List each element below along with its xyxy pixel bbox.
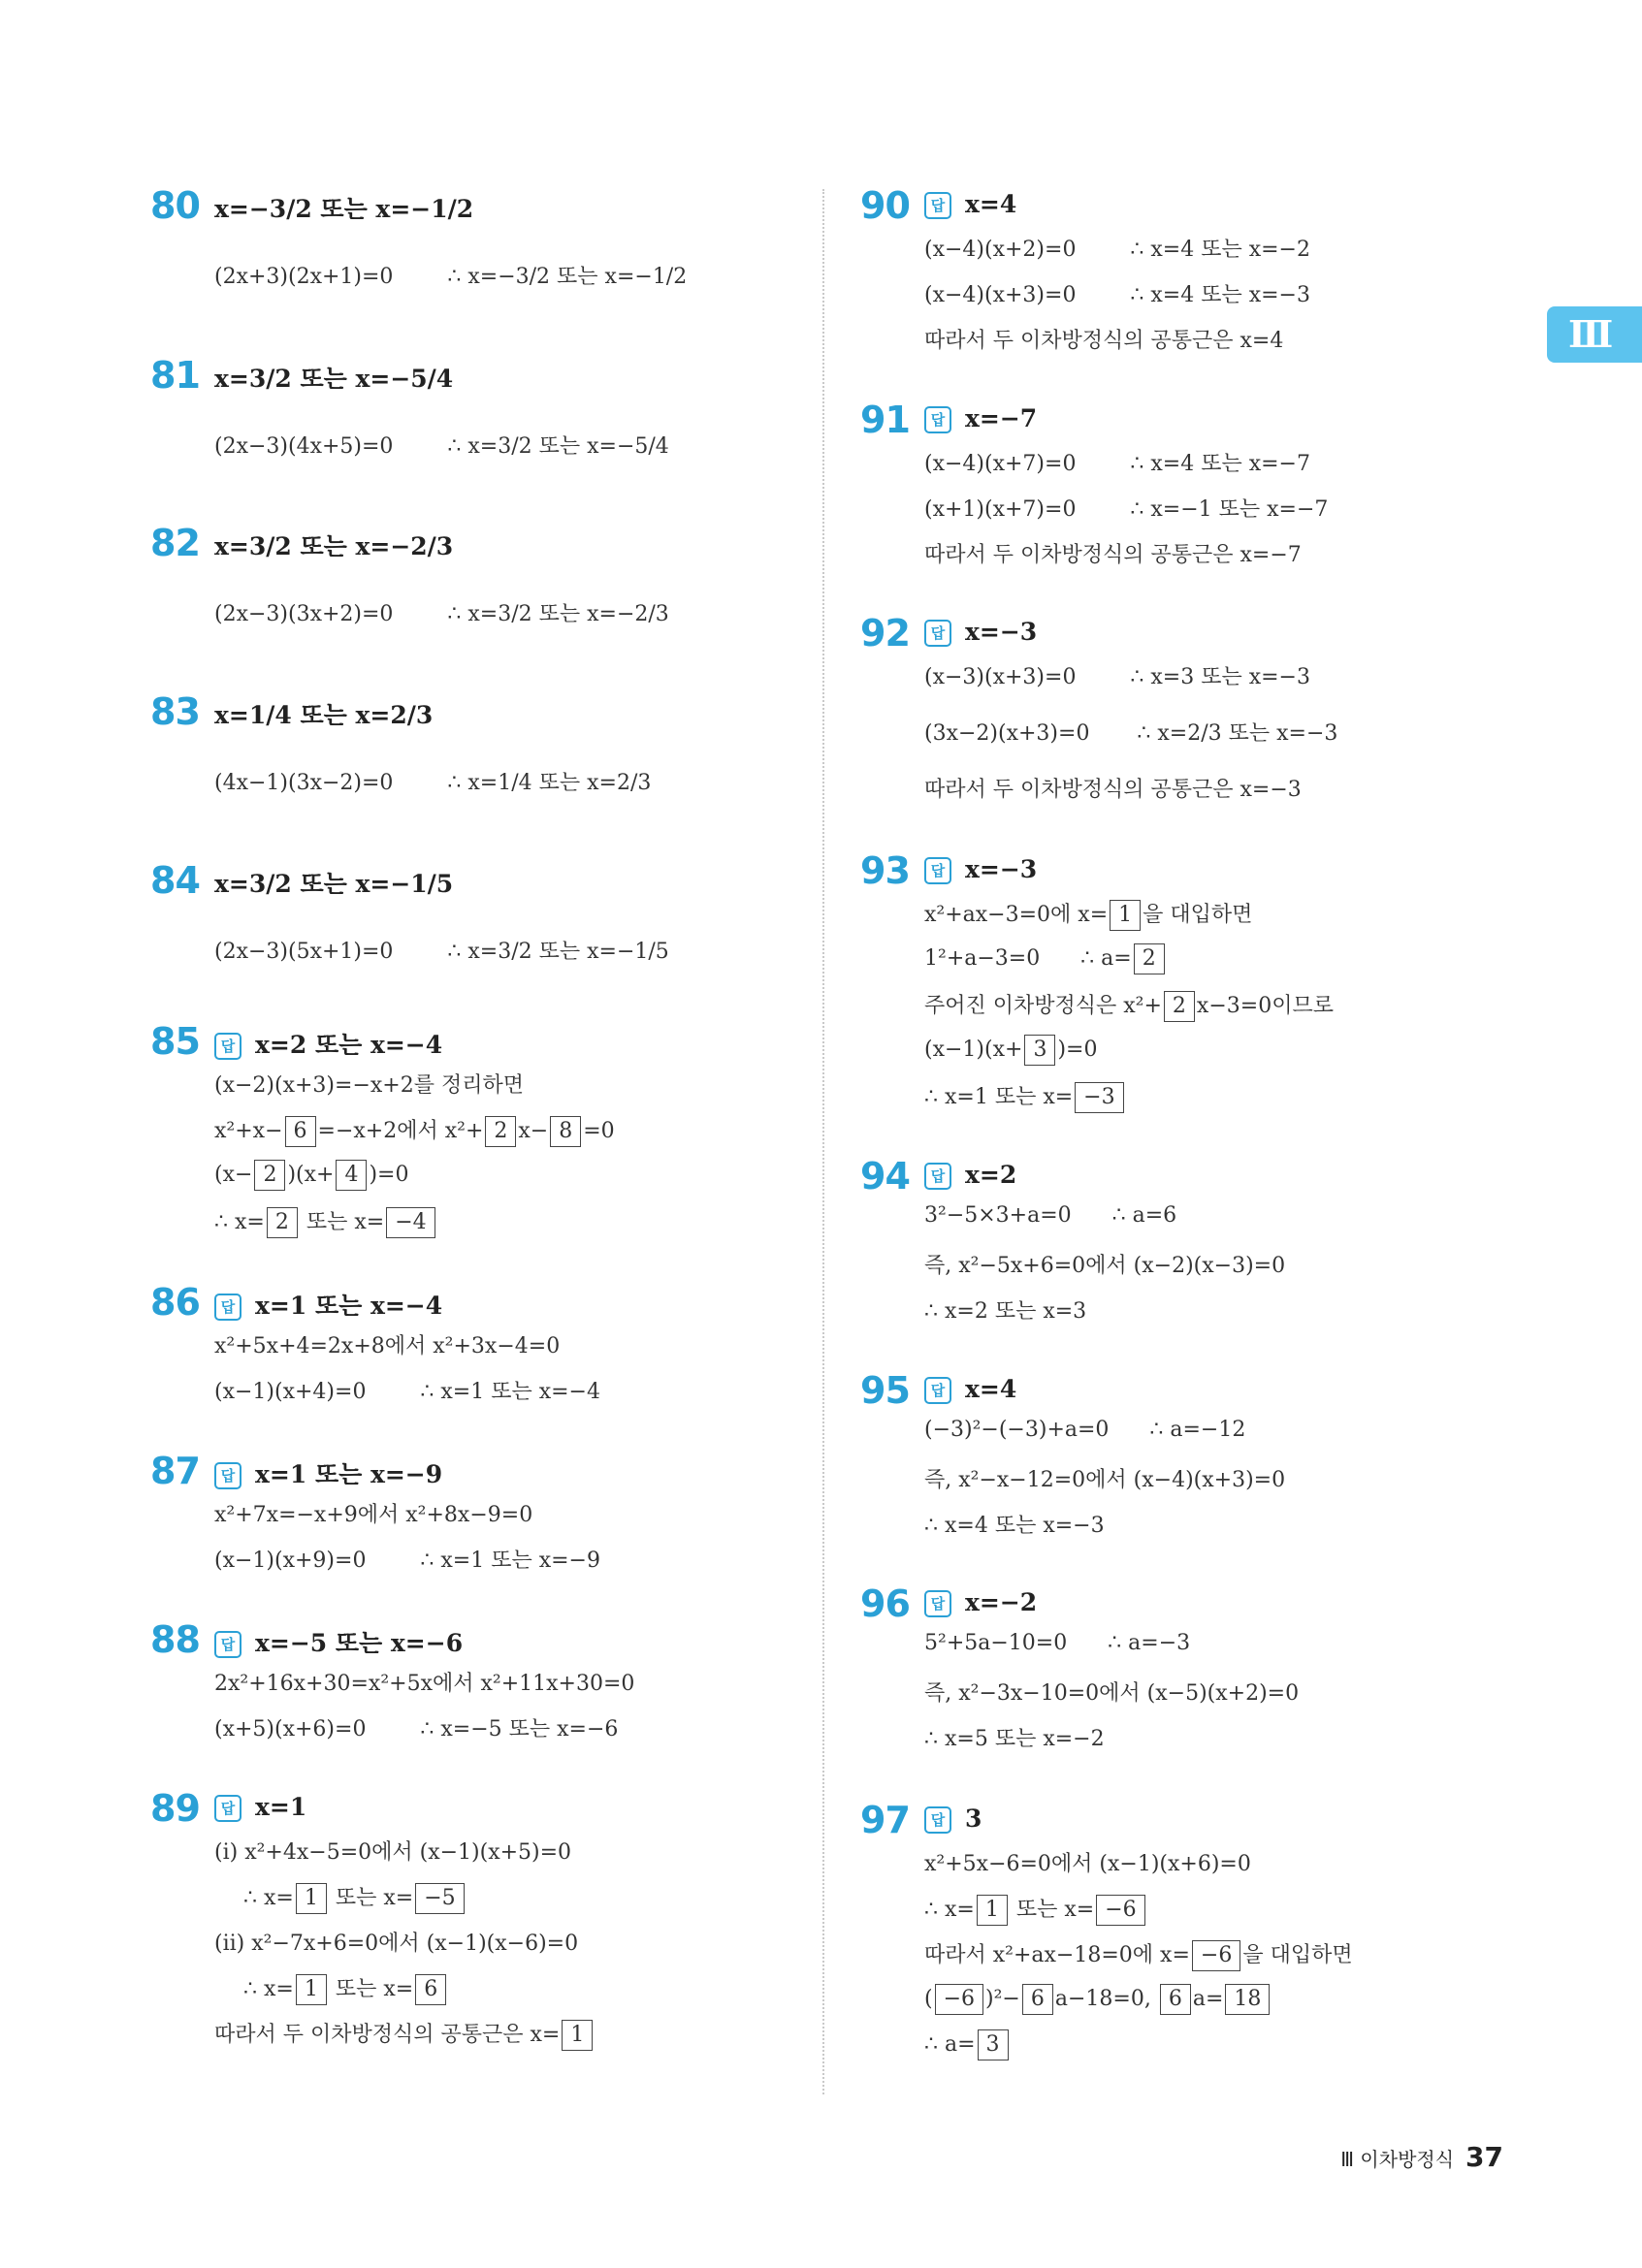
answer-text: x=−2 (965, 1588, 1038, 1616)
solution-line: ∴ x= 1 또는 x= −5 (243, 1881, 467, 1914)
answer-badge-icon: 답 (924, 620, 951, 647)
problem-number: 80 (150, 184, 200, 227)
problem-number: 97 (860, 1799, 910, 1841)
solution-line: 따라서 두 이차방정식의 공통근은 x=4 (924, 329, 1284, 353)
answer-box: 4 (336, 1160, 367, 1191)
answer-box: 2 (1134, 943, 1165, 974)
answer-box: −3 (1075, 1082, 1123, 1113)
answer-heading (924, 1805, 982, 1834)
answer-heading (214, 1455, 442, 1490)
solution-line: ∴ x=2 또는 x=3 (924, 1299, 1087, 1324)
solution-line: ∴ x=1 또는 x= −3 (924, 1080, 1126, 1113)
answer-text: x=1/4 또는 x=2/3 (214, 701, 434, 729)
answer-text: x=1 또는 x=−9 (255, 1460, 443, 1488)
footer-chapter: Ⅲ 이차방정식 (1340, 2148, 1455, 2171)
solution-line: (x− 2 )(x+ 4 )=0 (214, 1160, 408, 1191)
answer-text: x=4 (965, 190, 1017, 218)
problem-number: 82 (150, 522, 200, 564)
answer-heading (214, 1793, 306, 1822)
solution-line: x²+7x=−x+9에서 x²+8x−9=0 (214, 1503, 533, 1527)
solution-line: (x−4)(x+2)=0 ∴ x=4 또는 x=−2 (924, 238, 1310, 262)
solution-line: ∴ x= 1 또는 x= −6 (924, 1893, 1147, 1926)
chapter-tab[interactable]: Ⅲ (1547, 306, 1642, 363)
solution-line: (2x−3)(4x+5)=0 ∴ x=3/2 또는 x=−5/4 (214, 434, 669, 459)
answer-box: −6 (1192, 1940, 1240, 1971)
answer-text: x=3/2 또는 x=−2/3 (214, 532, 454, 560)
solution-line: (x+1)(x+7)=0 ∴ x=−1 또는 x=−7 (924, 497, 1329, 522)
problem-number: 84 (150, 859, 200, 902)
answer-heading (214, 696, 433, 731)
answer-box: 6 (415, 1974, 446, 2005)
solution-line: ∴ x= 1 또는 x= 6 (243, 1972, 448, 2005)
solution-line: ( −6 )²− 6 a−18=0, 6 a= 18 (924, 1984, 1272, 2015)
answer-text: x=−3 (965, 618, 1038, 646)
column-divider (822, 189, 824, 2094)
answer-badge-icon: 답 (214, 1294, 241, 1321)
solution-line: 즉, x²−x−12=0에서 (x−4)(x+3)=0 (924, 1468, 1286, 1492)
answer-box: 1 (1110, 900, 1141, 931)
problem-number: 81 (150, 354, 200, 397)
problem-number: 94 (860, 1155, 910, 1198)
problem-number: 88 (150, 1618, 200, 1661)
solution-line: (2x+3)(2x+1)=0 ∴ x=−3/2 또는 x=−1/2 (214, 265, 688, 289)
solution-line: x²+ax−3=0에 x= 1 을 대입하면 (924, 898, 1252, 931)
answer-box: 6 (1160, 1984, 1191, 2015)
answer-box: 1 (296, 1974, 327, 2005)
answer-heading (214, 527, 453, 562)
answer-box: 2 (1164, 991, 1195, 1022)
answer-text: x=3/2 또는 x=−1/5 (214, 870, 454, 898)
solution-line: (x−1)(x+9)=0 ∴ x=1 또는 x=−9 (214, 1549, 600, 1573)
answer-box: 8 (550, 1116, 581, 1147)
solution-line: 따라서 두 이차방정식의 공통근은 x=−7 (924, 543, 1302, 567)
answer-badge-icon: 답 (924, 192, 951, 219)
solution-line: (x−3)(x+3)=0 ∴ x=3 또는 x=−3 (924, 665, 1310, 689)
answer-text: x=1 또는 x=−4 (255, 1292, 443, 1320)
answer-badge-icon: 답 (214, 1631, 241, 1658)
answer-badge-icon: 답 (214, 1462, 241, 1489)
answer-heading (924, 618, 1037, 647)
solution-line: 1²+a−3=0 ∴ a= 2 (924, 943, 1167, 974)
answer-text: x=−5 또는 x=−6 (255, 1629, 464, 1657)
answer-badge-icon: 답 (924, 406, 951, 433)
answer-text: x=3/2 또는 x=−5/4 (214, 365, 454, 393)
problem-number: 83 (150, 690, 200, 733)
answer-heading (214, 1624, 463, 1659)
solution-line: 즉, x²−3x−10=0에서 (x−5)(x+2)=0 (924, 1681, 1300, 1706)
answer-badge-icon: 답 (924, 857, 951, 884)
solution-line: ∴ x=4 또는 x=−3 (924, 1514, 1105, 1538)
answer-box: 3 (1024, 1035, 1055, 1066)
problem-number: 90 (860, 184, 910, 227)
solution-line: ∴ a= 3 (924, 2029, 1011, 2060)
answer-badge-icon: 답 (924, 1377, 951, 1404)
answer-text: x=2 또는 x=−4 (255, 1031, 443, 1059)
solution-line: (ⅰ) x²+4x−5=0에서 (x−1)(x+5)=0 (214, 1840, 572, 1865)
solution-line: ∴ x= 2 또는 x= −4 (214, 1205, 437, 1238)
answer-box: 1 (977, 1895, 1008, 1926)
problem-number: 93 (860, 849, 910, 892)
problem-number: 95 (860, 1369, 910, 1412)
solution-line: (x−4)(x+7)=0 ∴ x=4 또는 x=−7 (924, 452, 1310, 476)
answer-box: 3 (978, 2029, 1009, 2060)
problem-number: 85 (150, 1020, 200, 1063)
answer-heading (924, 1161, 1016, 1190)
answer-box: 6 (1022, 1984, 1053, 2015)
answer-box: −6 (935, 1984, 983, 2015)
solution-line: (x−2)(x+3)=−x+2를 정리하면 (214, 1073, 524, 1098)
solution-line: ∴ x=5 또는 x=−2 (924, 1727, 1105, 1751)
solution-line: (3x−2)(x+3)=0 ∴ x=2/3 또는 x=−3 (924, 721, 1338, 746)
solution-line: (2x−3)(5x+1)=0 ∴ x=3/2 또는 x=−1/5 (214, 940, 669, 964)
answer-box: 18 (1225, 1984, 1270, 2015)
answer-text: x=1 (255, 1793, 307, 1821)
answer-box: 2 (254, 1160, 285, 1191)
solution-line: 2x²+16x+30=x²+5x에서 x²+11x+30=0 (214, 1672, 635, 1696)
problem-number: 86 (150, 1281, 200, 1324)
answer-text: x=4 (965, 1375, 1017, 1403)
solution-line: x²+5x−6=0에서 (x−1)(x+6)=0 (924, 1852, 1251, 1876)
solution-line: 주어진 이차방정식은 x²+ 2 x−3=0이므로 (924, 989, 1334, 1022)
solution-line: 따라서 두 이차방정식의 공통근은 x=−3 (924, 778, 1302, 802)
answer-box: 2 (267, 1207, 298, 1238)
answer-heading (924, 855, 1037, 884)
answer-text: x=2 (965, 1161, 1017, 1189)
problem-number: 87 (150, 1450, 200, 1492)
page-footer (1340, 2141, 1503, 2173)
solution-line: (2x−3)(3x+2)=0 ∴ x=3/2 또는 x=−2/3 (214, 602, 669, 626)
answer-box: 1 (562, 2020, 593, 2051)
solution-line: (x+5)(x+6)=0 ∴ x=−5 또는 x=−6 (214, 1717, 619, 1741)
answer-heading (214, 865, 453, 900)
solution-line: x²+5x+4=2x+8에서 x²+3x−4=0 (214, 1334, 561, 1358)
answer-heading (214, 360, 453, 395)
problem-number: 92 (860, 612, 910, 655)
answer-heading (214, 190, 473, 225)
page-number: 37 (1465, 2141, 1503, 2173)
problem-number: 91 (860, 399, 910, 441)
answer-heading (924, 1375, 1016, 1404)
answer-badge-icon: 답 (924, 1590, 951, 1617)
answer-heading (214, 1026, 442, 1061)
solution-line: 즉, x²−5x+6=0에서 (x−2)(x−3)=0 (924, 1254, 1286, 1278)
answer-text: x=−3 (965, 855, 1038, 883)
answer-badge-icon: 답 (924, 1163, 951, 1190)
solution-line: 따라서 두 이차방정식의 공통근은 x= 1 (214, 2018, 595, 2051)
answer-box: −6 (1096, 1895, 1144, 1926)
problem-number: 96 (860, 1582, 910, 1625)
answer-heading (924, 404, 1037, 433)
answer-box: 2 (485, 1116, 516, 1147)
answer-heading (214, 1287, 442, 1322)
solution-line: (x−1)(x+ 3 )=0 (924, 1035, 1097, 1066)
answer-box: 6 (285, 1116, 316, 1147)
answer-badge-icon: 답 (924, 1806, 951, 1834)
answer-heading (924, 1588, 1037, 1617)
answer-box: −5 (415, 1883, 464, 1914)
solution-line: (x−4)(x+3)=0 ∴ x=4 또는 x=−3 (924, 283, 1310, 307)
answer-heading (924, 190, 1016, 219)
answer-badge-icon: 답 (214, 1795, 241, 1822)
solution-line: 따라서 x²+ax−18=0에 x= −6 을 대입하면 (924, 1938, 1353, 1971)
solution-line: (4x−1)(3x−2)=0 ∴ x=1/4 또는 x=2/3 (214, 771, 652, 795)
solution-line: (−3)²−(−3)+a=0 ∴ a=−12 (924, 1418, 1246, 1442)
problem-number: 89 (150, 1787, 200, 1830)
answer-box: 1 (296, 1883, 327, 1914)
answer-badge-icon: 답 (214, 1033, 241, 1060)
answer-text: x=−7 (965, 404, 1038, 432)
solution-line: 5²+5a−10=0 ∴ a=−3 (924, 1631, 1191, 1655)
answer-text: 3 (965, 1805, 982, 1833)
answer-box: −4 (386, 1207, 435, 1238)
solution-line: x²+x− 6 =−x+2에서 x²+ 2 x− 8 =0 (214, 1114, 615, 1147)
solution-line: (x−1)(x+4)=0 ∴ x=1 또는 x=−4 (214, 1380, 600, 1404)
solution-line: 3²−5×3+a=0 ∴ a=6 (924, 1203, 1177, 1228)
solution-line: (ⅱ) x²−7x+6=0에서 (x−1)(x−6)=0 (214, 1932, 579, 1956)
answer-text: x=−3/2 또는 x=−1/2 (214, 195, 474, 223)
